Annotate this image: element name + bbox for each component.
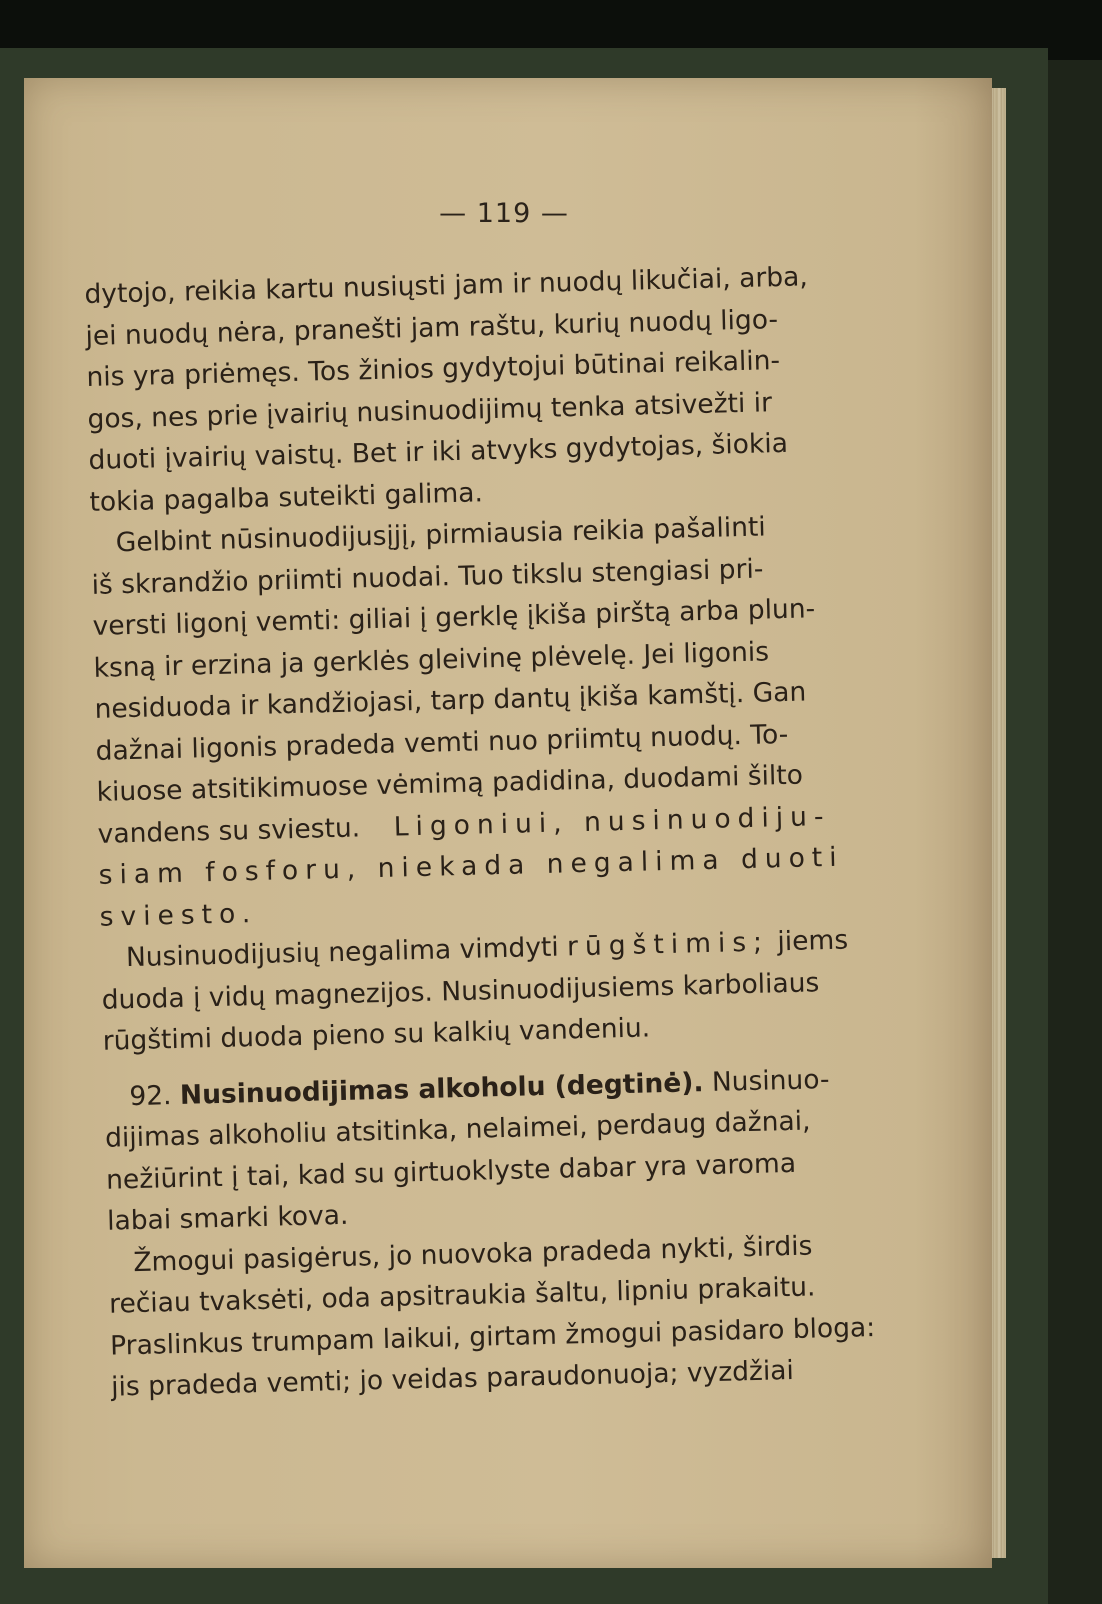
text-line: nis yra priėmęs. Tos žinios gydytojui būtinai reikalin- [86,345,781,393]
text-line: Gelbint nūsinuodijusįjį, pirmiausia reikia pašalinti [90,511,767,559]
text-line: versti ligonį vemti: giliai į gerklę įkiša pirštą arba plun- [92,593,816,642]
spaced-emphasis-line: siam fosforu, niekada negalima duoti [98,841,844,891]
text-line: tokia pagalba suteikti galima. [89,476,484,518]
text-line: duoti įvairių vaistų. Bet ir iki atvyks gydytojas, šiokia [88,427,789,476]
text-line: nežiūrint į tai, kad su girtuoklyste dabar yra varoma [105,1147,797,1196]
text-segment: Nusinuodijusių negalima vimdyti [100,931,568,974]
text-line: rečiau tvaksėti, oda apsitraukia šaltu, lipniu prakaitu. [108,1271,816,1320]
text-line: kiuose atsitikimuose vėmimą padidina, duodami šilto [96,759,804,808]
text-line: ksną ir erzina ja gerklės gleivinę plėvelę. Jei ligonis [93,635,770,684]
book-page [24,78,992,1568]
spaced-emphasis: Ligoniui, nusinuodiju- [393,800,831,843]
text-line: dijimas alkoholiu atsitinka, nelaimei, perdaug dažnai, [104,1105,811,1154]
spaced-emphasis: rūgštimis; [566,926,770,963]
text-line: Žmogui pasigėrus, jo nuovoka pradeda nykti, širdis [107,1230,813,1279]
text-line: rūgštimi duoda pieno su kalkių vandeniu. [102,1012,651,1057]
body-text [84,254,941,1408]
text-line: iš skrandžio priimti nuodai. Tuo tikslu stengiasi pri- [91,552,764,601]
text-line: duoda į vidų magnezijos. Nusinuodijusiems karboliaus [101,966,820,1016]
page-number: — 119 — [439,198,569,229]
text-line: nesiduoda ir kandžiojasi, tarp dantų įkiša kamštį. Gan [94,676,807,725]
text-line: jis pradeda vemti; jo veidas paraudonuoja; vyzdžiai [110,1354,795,1403]
text-line: jei nuodų nėra, pranešti jam raštu, kurių nuodų ligo- [85,303,779,352]
text-line: dažnai ligonis pradeda vemti nuo priimtų nuodų. To- [95,718,789,767]
text-line: Praslinkus trumpam laikui, girtam žmogui pasidaro bloga: [109,1311,876,1362]
text-segment: jiems [768,924,849,958]
text-segment: Nusinuo- [703,1063,830,1098]
spaced-emphasis-line: sviesto. [99,897,258,933]
section-number: 92. [103,1079,181,1113]
text-line: labai smarki kova. [106,1199,349,1237]
text-segment: vandens su sviestu. [97,811,361,850]
section-heading: Nusinuodijimas alkoholu (degtinė). [179,1066,704,1111]
text-line: dytojo, reikia kartu nusiųsti jam ir nuodų likučiai, arba, [84,261,809,310]
text-line: gos, nes prie įvairių nusinuodijimų tenka atsivežti ir [87,386,773,435]
